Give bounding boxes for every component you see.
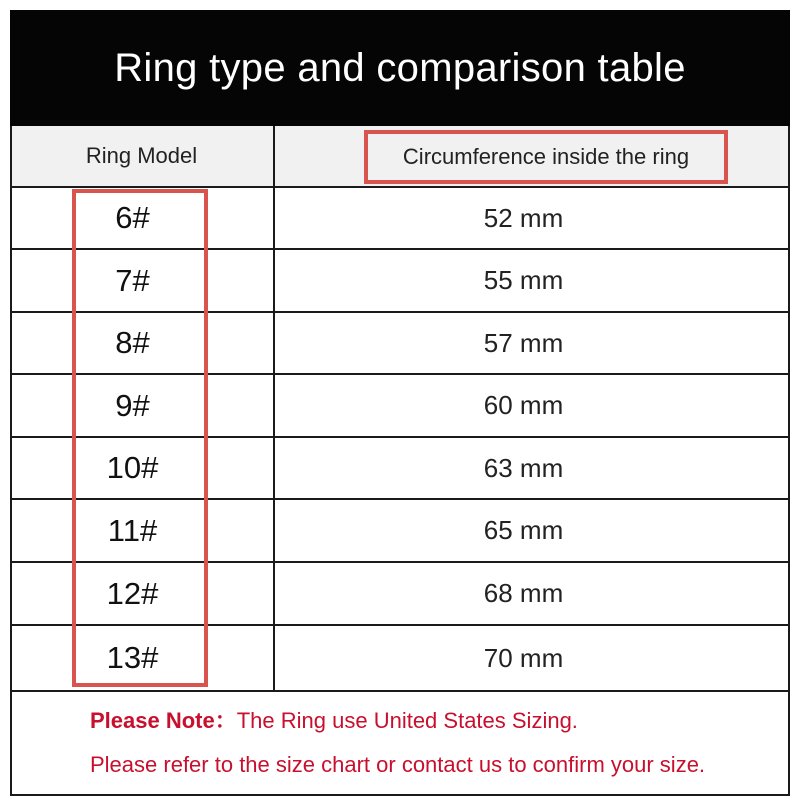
table-row xyxy=(12,563,788,626)
table-row xyxy=(12,626,788,690)
circumference-cell xyxy=(275,375,788,436)
table-row xyxy=(12,500,788,563)
ring-model-value: 8# xyxy=(115,325,150,360)
header-cell-model xyxy=(12,126,275,186)
header-circumference-label: Circumference inside the ring xyxy=(402,144,690,169)
circumference-value: 52 mm xyxy=(483,202,564,233)
ring-model-value: 10# xyxy=(106,450,159,485)
model-cell xyxy=(12,250,275,311)
circumference-value: 60 mm xyxy=(483,390,564,420)
title-bar xyxy=(10,10,790,126)
model-cell xyxy=(12,626,275,690)
note-label: Please Note： xyxy=(90,708,237,733)
circumference-cell xyxy=(275,250,788,311)
table-row xyxy=(12,313,788,375)
header-model-label: Ring Model xyxy=(85,143,198,168)
table-header-row xyxy=(12,126,788,188)
model-cell xyxy=(12,438,275,498)
note-line-1 xyxy=(90,704,578,735)
model-cell xyxy=(12,563,275,624)
circumference-cell xyxy=(275,188,788,248)
circumference-value: 57 mm xyxy=(483,327,564,358)
note-line-2: Please refer to the size chart or contact us to confirm your size. xyxy=(90,752,706,777)
page-title: Ring type and comparison table xyxy=(114,45,686,90)
model-cell xyxy=(12,188,275,248)
circumference-header-highlight xyxy=(364,130,728,184)
circumference-cell xyxy=(275,563,788,624)
table-row xyxy=(12,375,788,438)
circumference-cell xyxy=(275,500,788,561)
circumference-value: 68 mm xyxy=(483,578,564,608)
model-cell xyxy=(12,313,275,373)
ring-model-value: 13# xyxy=(106,640,159,675)
circumference-cell xyxy=(275,626,788,690)
circumference-value: 65 mm xyxy=(483,515,564,545)
model-cell xyxy=(12,500,275,561)
note-box xyxy=(10,690,790,796)
note-text-1: The Ring use United States Sizing. xyxy=(236,708,578,733)
circumference-cell xyxy=(275,313,788,373)
model-cell xyxy=(12,375,275,436)
circumference-value: 63 mm xyxy=(483,452,564,483)
circumference-value: 70 mm xyxy=(483,642,564,673)
ring-model-value: 9# xyxy=(115,387,150,423)
table-row xyxy=(12,250,788,313)
size-table xyxy=(10,126,790,690)
circumference-value: 55 mm xyxy=(483,265,564,295)
ring-model-value: 7# xyxy=(115,262,150,298)
ring-model-value: 6# xyxy=(115,200,150,235)
table-row xyxy=(12,188,788,250)
circumference-cell xyxy=(275,438,788,498)
ring-model-value: 12# xyxy=(106,575,159,611)
table-row xyxy=(12,438,788,500)
ring-model-value: 11# xyxy=(107,512,158,548)
